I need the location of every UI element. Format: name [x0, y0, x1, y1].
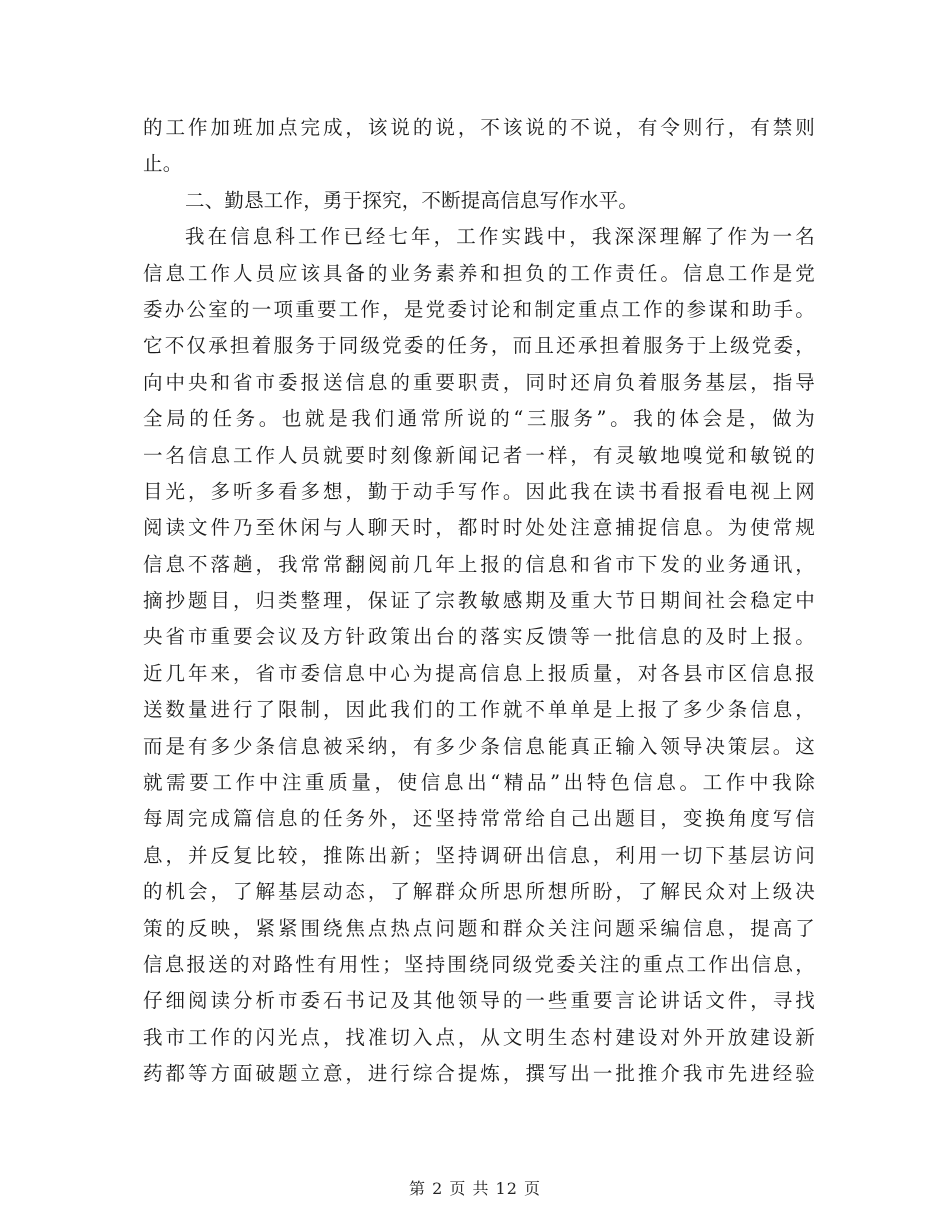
page-number-footer: 第 2 页 共 12 页 — [409, 1179, 541, 1198]
text-line: 委办公室的一项重要工作，是党委讨论和制定重点工作的参谋和助手。 — [143, 297, 815, 321]
text-line: 阅读文件乃至休闲与人聊天时，都时时处处注意捕捉信息。为使常规 — [143, 516, 815, 540]
text-line: 而是有多少条信息被采纳，有多少条信息能真正输入领导决策层。这 — [143, 734, 815, 758]
text-line: 息，并反复比较，推陈出新；坚持调研出信息，利用一切下基层访问 — [143, 843, 815, 867]
text-line: 送数量进行了限制，因此我们的工作就不单单是上报了多少条信息， — [143, 698, 815, 722]
text-line: 止。 — [143, 152, 183, 176]
text-line: 信息工作人员应该具备的业务素养和担负的工作责任。信息工作是党 — [143, 261, 815, 285]
text-line: 就需要工作中注重质量，使信息出“精品”出特色信息。工作中我除 — [143, 771, 815, 795]
text-line: 我在信息科工作已经七年，工作实践中，我深深理解了作为一名 — [185, 225, 815, 249]
text-line: 信息不落趟，我常常翻阅前几年上报的信息和省市下发的业务通讯， — [143, 552, 815, 576]
text-line: 我市工作的闪光点，找准切入点，从文明生态村建设对外开放建设新 — [143, 1025, 815, 1049]
text-line: 药都等方面破题立意，进行综合提炼，撰写出一批推介我市先进经验 — [143, 1062, 815, 1086]
text-line: 二、勤恳工作，勇于探究，不断提高信息写作水平。 — [185, 188, 639, 212]
text-line: 摘抄题目，归类整理，保证了宗教敏感期及重大节日期间社会稳定中 — [143, 589, 815, 613]
text-line: 每周完成篇信息的任务外，还坚持常常给自己出题目，变换角度写信 — [143, 807, 815, 831]
text-line: 信息报送的对路性有用性；坚持围绕同级党委关注的重点工作出信息， — [143, 952, 815, 976]
text-line: 目光，多听多看多想，勤于动手写作。因此我在读书看报看电视上网 — [143, 479, 815, 503]
text-line: 一名信息工作人员就要时刻像新闻记者一样，有灵敏地嗅觉和敏锐的 — [143, 443, 815, 467]
text-line: 的工作加班加点完成，该说的说，不该说的不说，有令则行，有禁则 — [143, 116, 815, 139]
text-line: 策的反映，紧紧围绕焦点热点问题和群众关注问题采编信息，提高了 — [143, 916, 815, 940]
text-line: 的机会，了解基层动态，了解群众所思所想所盼，了解民众对上级决 — [143, 880, 815, 904]
text-line: 向中央和省市委报送信息的重要职责，同时还肩负着服务基层，指导 — [143, 370, 815, 394]
body-text — [143, 110, 815, 1093]
text-line: 近几年来，省市委信息中心为提高信息上报质量，对各县市区信息报 — [143, 661, 815, 685]
text-line: 央省市重要会议及方针政策出台的落实反馈等一批信息的及时上报。 — [143, 625, 815, 649]
text-line: 全局的任务。也就是我们通常所说的“三服务”。我的体会是，做为 — [143, 407, 815, 431]
text-line: 它不仅承担着服务于同级党委的任务，而且还承担着服务于上级党委， — [143, 334, 815, 358]
text-line: 仔细阅读分析市委石书记及其他领导的一些重要言论讲话文件，寻找 — [143, 989, 815, 1013]
